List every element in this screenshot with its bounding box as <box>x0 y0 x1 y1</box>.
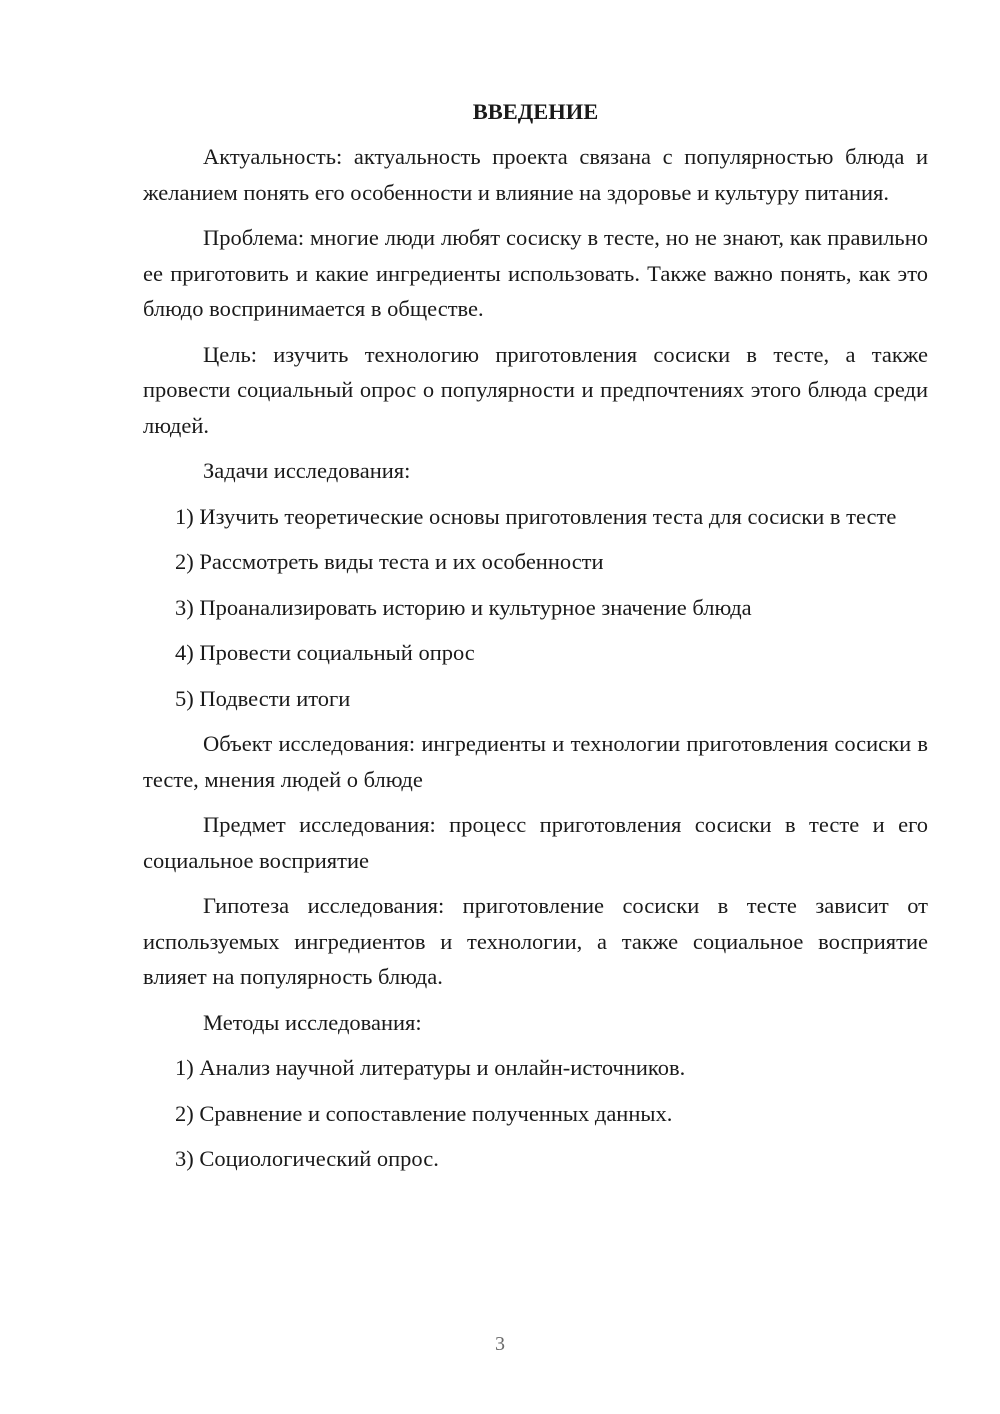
paragraph-goal: Цель: изучить технологию приготовления сосиски в тесте, а также провести социальный опрос о популярности и предпочтениях этого блюда среди людей. <box>143 341 928 438</box>
paragraph-methods-heading: Методы исследования: <box>203 1009 422 1035</box>
task-item-5: 5) Подвести итоги <box>175 685 351 711</box>
paragraph-hypothesis: Гипотеза исследования: приготовление сосиски в тесте зависит от используемых ингредиентов и технологии, а также социальное восприятие влияет на популярность блюда. <box>143 893 928 989</box>
method-item-3: 3) Социологический опрос. <box>175 1146 439 1171</box>
task-item-2: 2) Рассмотреть виды теста и их особенности <box>175 549 604 574</box>
paragraph-tasks-heading: Задачи исследования: <box>203 458 411 483</box>
task-item-4: 4) Провести социальный опрос <box>175 640 475 665</box>
task-item-1: 1) Изучить теоретические основы приготовления теста для сосиски в тесте <box>175 503 897 529</box>
paragraph-problem: Проблема: многие люди любят сосиску в тесте, но не знают, как правильно ее приготовить и какие ингредиенты использовать. Также важно понять, как это блюдо воспринимается в обществе. <box>143 225 928 321</box>
method-item-2: 2) Сравнение и сопоставление полученных данных. <box>175 1100 673 1126</box>
page-number: 3 <box>495 1333 505 1355</box>
paragraph-subject: Предмет исследования: процесс приготовления сосиски в тесте и его социальное восприятие <box>143 812 928 873</box>
page-title: ВВЕДЕНИЕ <box>472 99 599 124</box>
method-item-1: 1) Анализ научной литературы и онлайн-источников. <box>175 1055 686 1080</box>
paragraph-relevance: Актуальность: актуальность проекта связана с популярностью блюда и желанием понять его особенности и влияние на здоровье и культуру питания. <box>143 144 928 205</box>
document-page <box>143 94 928 1187</box>
paragraph-object: Объект исследования: ингредиенты и технологии приготовления сосиски в тесте, мнения людей о блюде <box>143 731 928 792</box>
task-item-3: 3) Проанализировать историю и культурное значение блюда <box>175 594 752 620</box>
